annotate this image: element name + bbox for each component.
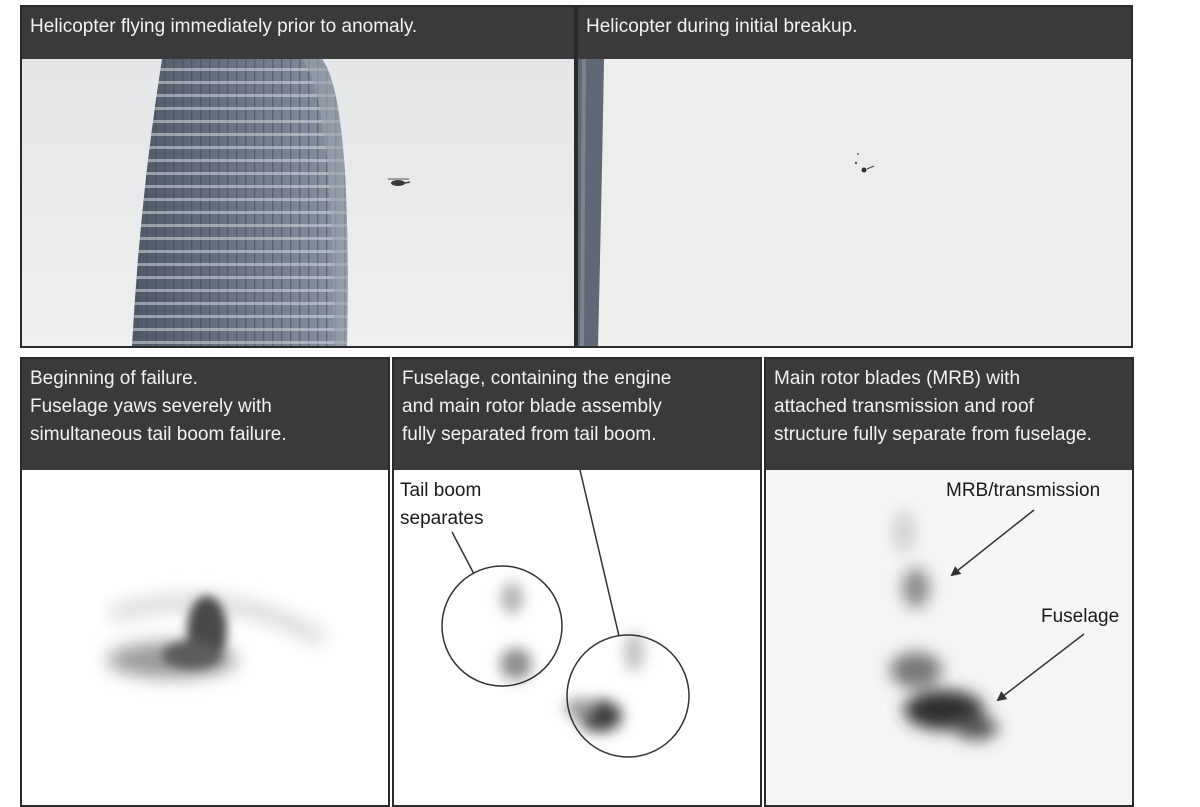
caption-line-3: simultaneous tail boom failure. (30, 424, 287, 445)
photo-breakup-sky (578, 59, 1131, 346)
caption-line: Helicopter during initial breakup. (586, 16, 858, 37)
photo-image (22, 59, 574, 346)
panel-caption (22, 7, 574, 59)
photo-panel-initial-breakup (576, 5, 1133, 348)
photo-building-helicopter (22, 59, 574, 346)
label-line-1: Tail boom (400, 480, 482, 501)
blur-image (22, 470, 388, 805)
caption-line-2: and main rotor blade assembly (402, 396, 662, 417)
caption-line-2: Fuselage yaws severely with (30, 396, 272, 417)
panel-caption (22, 359, 388, 470)
label-mrb-transmission: MRB/transmission (946, 480, 1101, 501)
panel-caption (578, 7, 1131, 59)
caption-line-1: Main rotor blades (MRB) with (774, 368, 1021, 389)
panel-caption (766, 359, 1132, 470)
label-fuselage: Fuselage (1041, 606, 1120, 627)
frame-panel-beginning-failure (20, 357, 390, 807)
blurred-frame (22, 470, 388, 805)
caption-line-3: structure fully separate from fuselage. (774, 424, 1092, 445)
caption-line: Helicopter flying immediately prior to anomaly. (30, 16, 418, 37)
photo-panel-prior-to-anomaly (20, 5, 576, 348)
caption-line-3: fully separated from tail boom. (402, 424, 657, 445)
caption-line-2: attached transmission and roof (774, 396, 1034, 417)
photo-image (578, 59, 1131, 346)
blurred-frame-annotated (766, 470, 1132, 805)
blur-image (766, 470, 1132, 805)
label-tail-boom (400, 477, 483, 533)
caption-line-1: Fuselage, containing the engine (402, 368, 672, 389)
caption-line-1: Beginning of failure. (30, 368, 198, 389)
panel-caption (394, 359, 760, 470)
label-line-2: separates (400, 508, 484, 529)
frame-panel-fuselage-separated (392, 357, 762, 807)
frame-panel-mrb-separate (764, 357, 1134, 807)
